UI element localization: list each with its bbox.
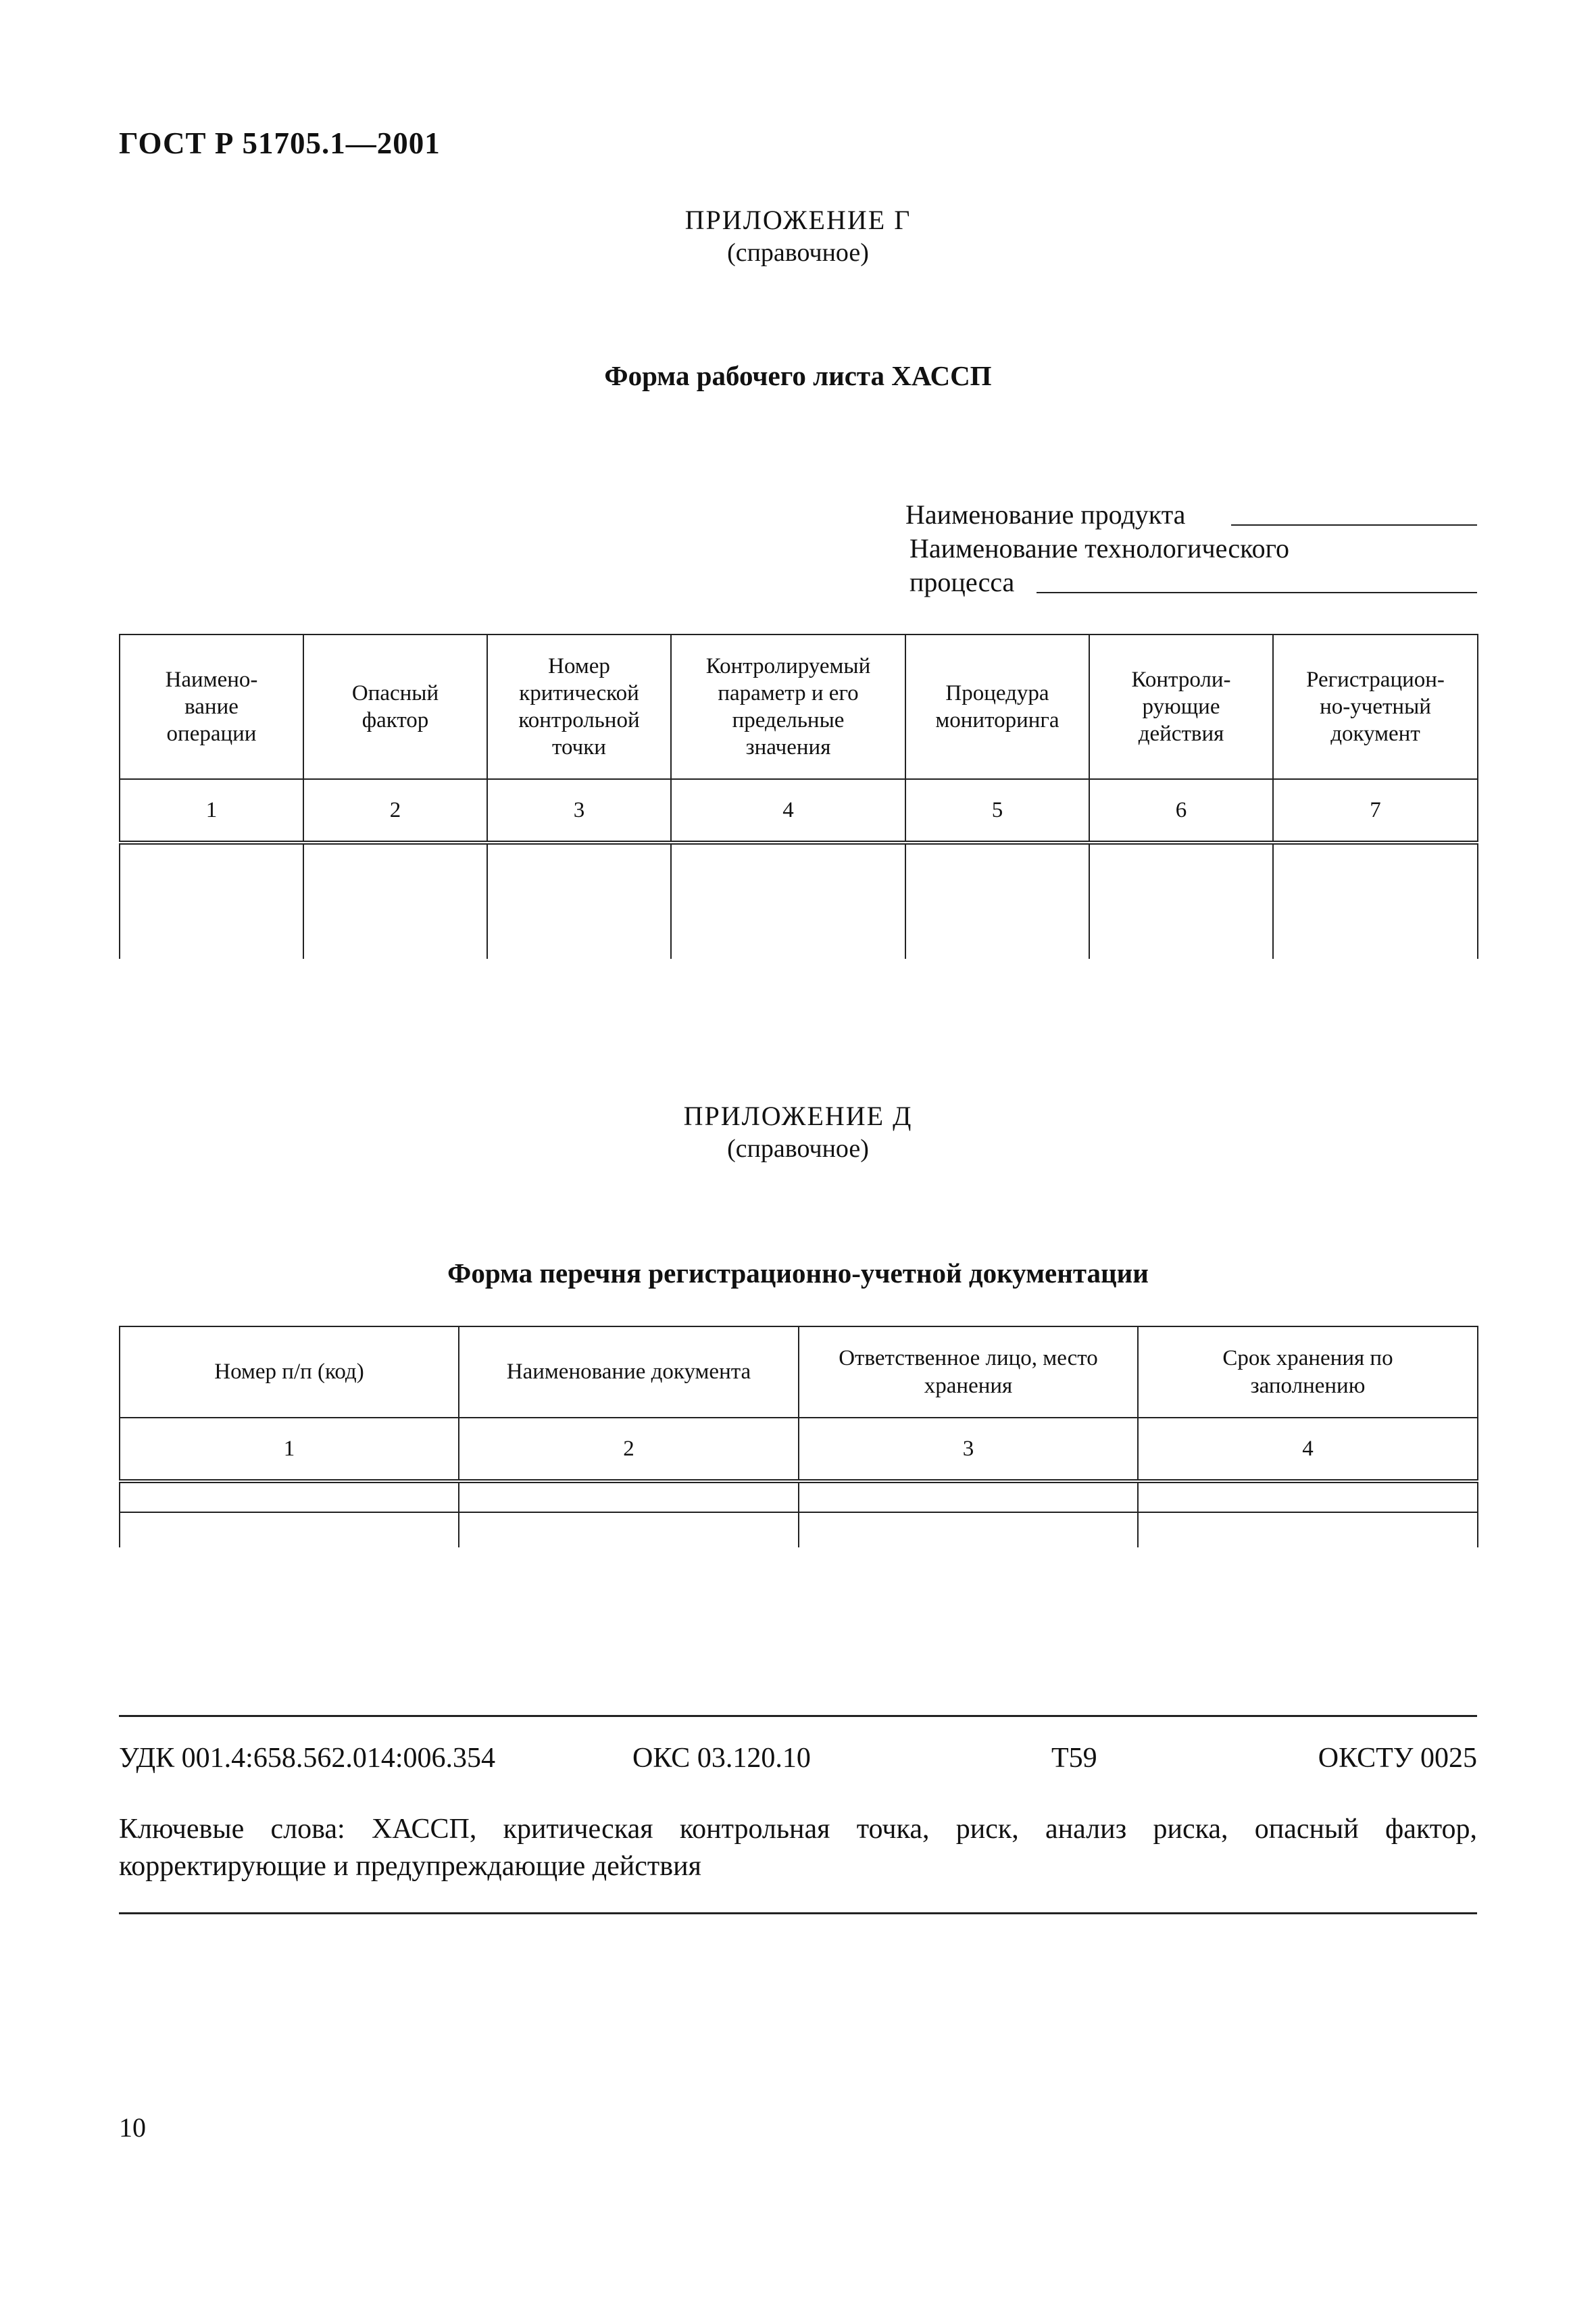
header-cell: Наимено- вание операции	[120, 634, 303, 779]
keywords: Ключевые слова: ХАССП, критическая контрольная точка, риск, анализ риска, опасный фактор, корректирующие и предупреждающие действия	[119, 1814, 1477, 1882]
appendix-g-form-title: Форма рабочего листа ХАССП	[604, 360, 992, 391]
header-cell: Номер критической контрольной точки	[487, 634, 671, 779]
udk-code: УДК 001.4:658.562.014:006.354	[119, 1743, 495, 1774]
empty-cell	[459, 1512, 799, 1547]
product-name-blank	[1231, 524, 1477, 526]
appendix-g-subtitle: (справочное)	[727, 239, 869, 267]
column-number: 3	[487, 779, 671, 843]
empty-cell	[1089, 843, 1273, 959]
footer-bottom-rule	[119, 1912, 1477, 1914]
table-header-row	[120, 1326, 1478, 1418]
column-number: 2	[459, 1418, 799, 1481]
column-number: 2	[303, 779, 487, 843]
header-cell: Ответственное лицо, место хранения	[799, 1326, 1138, 1418]
table-row	[120, 1481, 1478, 1512]
column-number: 6	[1089, 779, 1273, 843]
header-cell: Срок хранения по заполнению	[1138, 1326, 1478, 1418]
empty-cell	[905, 843, 1089, 959]
appendix-g-title: ПРИЛОЖЕНИЕ Г	[684, 205, 912, 235]
empty-cell	[120, 1481, 459, 1512]
documentation-list-table	[119, 1326, 1478, 1547]
header-cell: Контроли- рующие действия	[1089, 634, 1273, 779]
table-row	[120, 1512, 1478, 1547]
appendix-d-subtitle: (справочное)	[727, 1135, 869, 1163]
empty-cell	[671, 843, 905, 959]
appendix-d-form-title: Форма перечня регистрационно-учетной документации	[447, 1258, 1149, 1289]
empty-cell	[799, 1512, 1138, 1547]
empty-cell	[120, 843, 303, 959]
column-number: 7	[1273, 779, 1478, 843]
header-cell: Опасный фактор	[303, 634, 487, 779]
table-row	[120, 843, 1478, 959]
empty-cell	[303, 843, 487, 959]
empty-cell	[1138, 1512, 1478, 1547]
empty-cell	[1273, 843, 1478, 959]
column-number: 1	[120, 1418, 459, 1481]
header-cell: Контролируемый параметр и его предельные значения	[671, 634, 905, 779]
empty-cell	[459, 1481, 799, 1512]
process-name-blank	[1037, 592, 1477, 593]
column-number-row	[120, 779, 1478, 843]
column-number: 3	[799, 1418, 1138, 1481]
t-code: Т59	[1051, 1743, 1097, 1774]
header-cell: Наименование документа	[459, 1326, 799, 1418]
column-number: 1	[120, 779, 303, 843]
column-number: 4	[671, 779, 905, 843]
empty-cell	[1138, 1481, 1478, 1512]
column-number: 5	[905, 779, 1089, 843]
empty-cell	[799, 1481, 1138, 1512]
header-cell: Процедура мониторинга	[905, 634, 1089, 779]
standard-code: ГОСТ Р 51705.1—2001	[119, 126, 441, 160]
footer-top-rule	[119, 1715, 1477, 1717]
column-number-row	[120, 1418, 1478, 1481]
appendix-d-title: ПРИЛОЖЕНИЕ Д	[683, 1101, 913, 1131]
process-name-label-cont: процесса	[909, 567, 1015, 597]
table-header-row	[120, 634, 1478, 779]
empty-cell	[120, 1512, 459, 1547]
header-cell: Регистрацион- но-учетный документ	[1273, 634, 1478, 779]
process-name-label: Наименование технологического	[909, 533, 1289, 564]
header-cell: Номер п/п (код)	[120, 1326, 459, 1418]
column-number: 4	[1138, 1418, 1478, 1481]
okstu-code: ОКСТУ 0025	[1318, 1743, 1477, 1774]
oks-code: ОКС 03.120.10	[632, 1743, 811, 1774]
haccp-worksheet-table	[119, 634, 1478, 959]
page-number: 10	[119, 2112, 146, 2143]
product-name-label: Наименование продукта	[905, 499, 1186, 530]
empty-cell	[487, 843, 671, 959]
